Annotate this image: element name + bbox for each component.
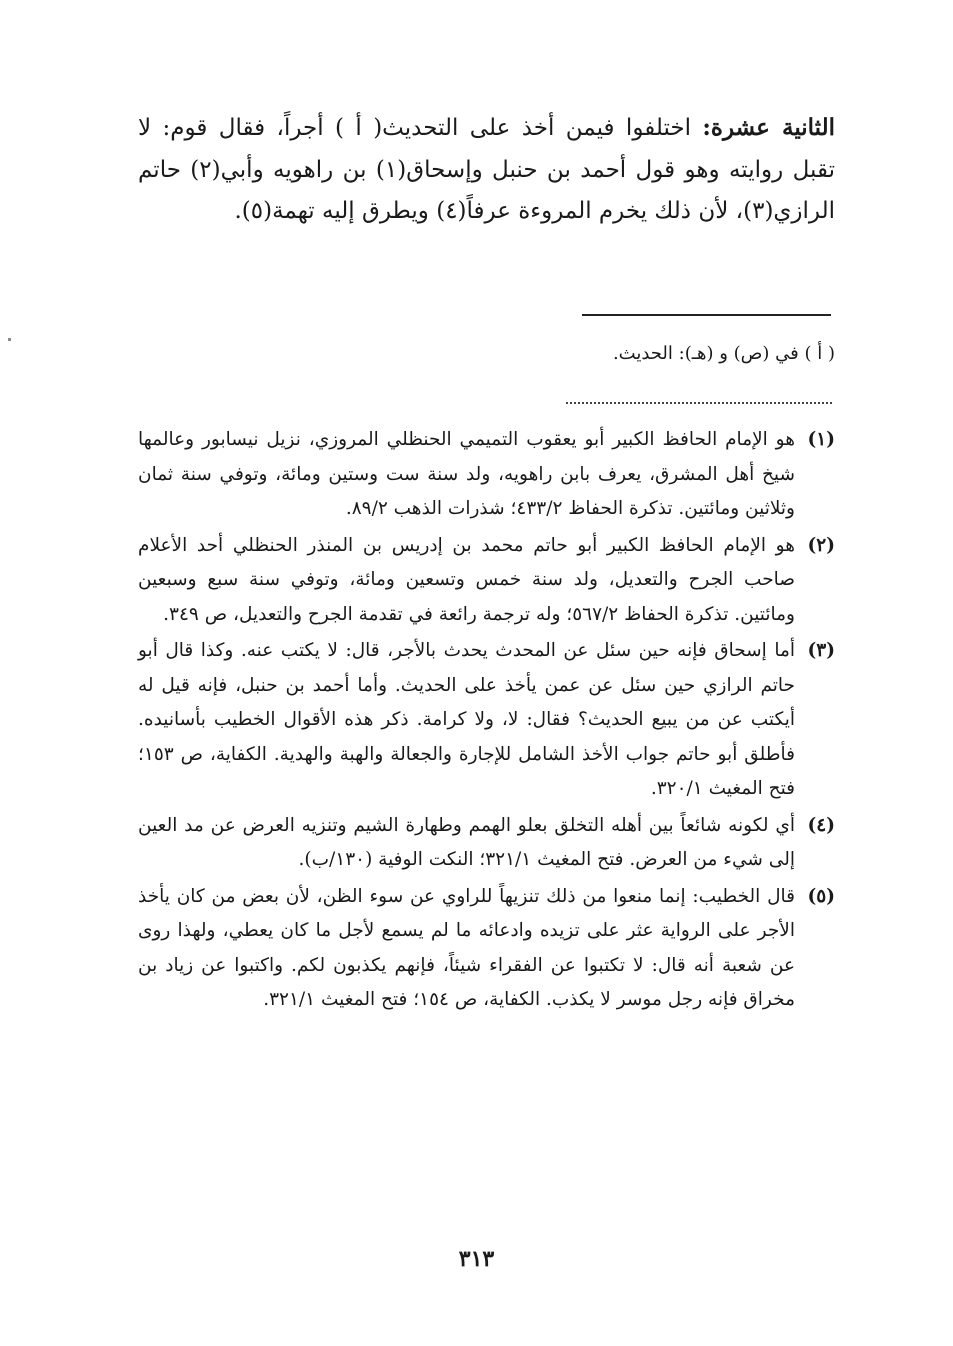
footnote-text: أما إسحاق فإنه حين سئل عن المحدث يحدث بالأجر، قال: لا يكتب عنه. وكذا قال أبو حاتم الرازي حين سئل عن عمن يأخذ على الحديث. وأما أحمد بن حنبل، فإنه قيل له أيكتب عن من يبيع الحديث؟ فقال: لا، ولا كرامة. ذكر هذه الأقوال الخطيب بأسانيده. فأطلق أبو حاتم جواب الأخذ الشامل للإجارة والجعالة والهبة والهدية. الكفاية، ص ١٥٣؛ فتح المغيث ٣٢٠/١. xyxy=(138,640,795,799)
footnote-separator-line xyxy=(582,314,831,316)
page-number: ٣١٣ xyxy=(458,1246,495,1272)
footnote-item xyxy=(138,809,835,878)
footnote-number: (٤) xyxy=(807,814,835,836)
footnote-text: هو الإمام الحافظ الكبير أبو حاتم محمد بن إدريس بن المنذر الحنظلي أحد الأعلام صاحب الجرح والتعديل، ولد سنة خمس وتسعين ومائة، وتوفي سنة سبع وسبعين ومائتين. تذكرة الحفاظ ٥٦٧/٢؛ وله ترجمة رائعة في تقدمة الجرح والتعديل، ص ٣٤٩. xyxy=(138,534,795,625)
footnote-number: (٥) xyxy=(807,885,835,907)
footnote-number: (١) xyxy=(807,429,835,450)
footnote-text: قال الخطيب: إنما منعوا من ذلك تنزيهاً للراوي عن سوء الظن، لأن بعض من كان يأخذ الأجر على الرواية عثر على تزيده وادعائه ما لم يسمع لأجل ما كان يعطي، ولهذا روى عن شعبة أنه قال: لا تكتبوا عن الفقراء شيئاً، فإنهم يكذبون لكم. واكتبوا عن زياد بن مخراق فإنه رجل موسر لا يكذب. الكفاية، ص ١٥٤؛ فتح المغيث ٣٢١/١. xyxy=(138,885,795,1010)
footnote-item xyxy=(138,423,835,527)
variant-note: ( أ ) في (ص) و (هـ): الحديث. xyxy=(612,343,835,364)
footnotes-list xyxy=(138,423,835,1020)
main-paragraph xyxy=(138,107,835,233)
footnote-item xyxy=(138,880,835,1018)
footnote-item xyxy=(138,529,835,633)
scan-speck xyxy=(8,338,11,341)
footnote-text: هو الإمام الحافظ الكبير أبو يعقوب التميمي الحنظلي المروزي، نزيل نيسابور وعالمها شيخ أهل المشرق، يعرف بابن راهويه، ولد سنة ست وستين ومائة، وتوفي سنة ثمان وثلاثين ومائتين. تذكرة الحفاظ ٤٣٣/٢؛ شذرات الذهب ٨٩/٢. xyxy=(138,429,795,519)
footnote-item xyxy=(138,634,835,807)
main-body-text: اختلفوا فيمن أخذ على التحديث( أ ) أجراً، فقال قوم: لا تقبل روايته وهو قول أحمد بن حنبل وإسحاق(١) بن راهويه وأبي(٢) حاتم الرازي(٣)، لأن ذلك يخرم المروءة عرفاً(٤) ويطرق إليه تهمة(٥). xyxy=(138,115,835,224)
section-heading: الثانية عشرة: xyxy=(702,114,836,141)
footnote-number: (٢) xyxy=(807,534,835,556)
dotted-separator-line xyxy=(566,402,832,404)
footnote-text: أي لكونه شائعاً بين أهله التخلق بعلو الهمم وطهارة الشيم وتنزيه العرض عن مد العين إلى شيء من العرض. فتح المغيث ٣٢١/١؛ النكت الوفية (١٣٠/ب). xyxy=(138,814,795,870)
footnote-number: (٣) xyxy=(807,640,835,661)
